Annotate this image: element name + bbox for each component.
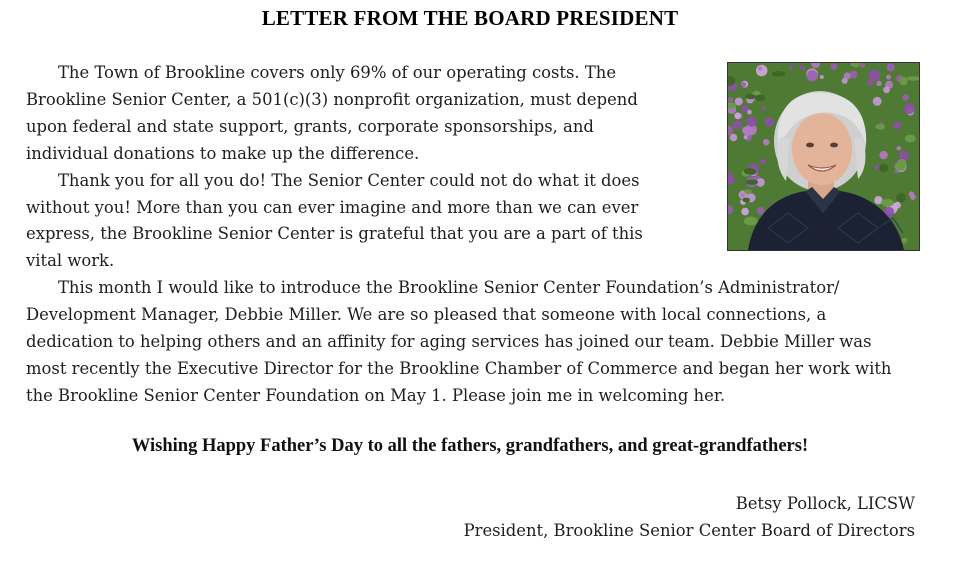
signature-block (464, 491, 915, 544)
paragraph-thanks: Thank you for all you do! The Senior Center could not do what it does without you! More than you can ever imagine and more than we can ever express, the Brookline Senior Center is grateful that you are a part of this vital work. (26, 170, 643, 271)
portrait-photo (727, 62, 920, 251)
page-title: LETTER FROM THE BOARD PRESIDENT (261, 6, 679, 30)
fathers-day-wish: Wishing Happy Father’s Day to all the fathers, grandfathers, and great-grandfathers! (131, 436, 809, 456)
signature-role: President, Brookline Senior Center Board of Directors (463, 520, 915, 540)
paragraph-funding: The Town of Brookline covers only 69% of our operating costs. The Brookline Senior Center, a 501(c)(3) nonprofit organization, must depend upon federal and state support, grants, corporate sponsorships, and individual donations to make up the difference. (26, 63, 638, 163)
letter-body (26, 60, 926, 410)
signature-name: Betsy Pollock, LICSW (735, 494, 915, 513)
paragraph-introduction: This month I would like to introduce the Brookline Senior Center Foundation’s Administrator/ Development Manager, Debbie Miller. We are so pleased that someone with local connections, a dedication to helping others and an affinity for aging services has joined our team. Debbie Miller was most recently the Executive Director for the Brookline Chamber of Commerce and began her work with the Brookline Senior Center Foundation on May 1. Please join me in welcoming her. (26, 278, 892, 405)
